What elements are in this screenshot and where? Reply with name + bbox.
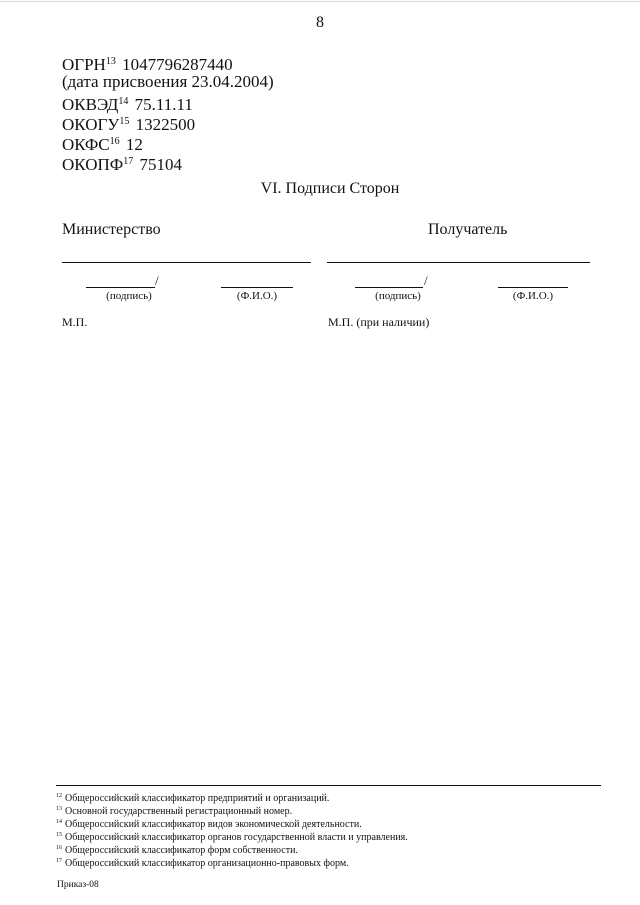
requisite-value: 1047796287440: [122, 55, 233, 74]
section-title: VI. Подписи Сторон: [260, 180, 400, 197]
requisite-label: (дата присвоения 23.04.2004): [62, 72, 274, 91]
left-party-line: [62, 262, 311, 263]
footnote-separator: [56, 785, 601, 786]
requisite-label: ОГРН: [62, 55, 106, 74]
page-top-edge: [0, 1, 640, 2]
footnote-number: 15: [56, 832, 62, 838]
footnote-text: Общероссийский классификатор предприятий и организаций.: [65, 793, 330, 804]
party-left-name: Министерство: [62, 221, 161, 238]
left-stamp-label: М.П.: [62, 315, 88, 329]
requisite-label: ОКОПФ: [62, 155, 124, 174]
footnote-ref: 15: [119, 116, 130, 127]
right-signature-label: (подпись): [375, 290, 421, 302]
footnote-text: Основной государственный регистрационный номер.: [65, 806, 293, 817]
footnote-ref: 14: [118, 96, 129, 107]
footnote-number: 17: [56, 858, 62, 864]
page-number: 8: [316, 14, 324, 31]
footnote-number: 14: [56, 819, 62, 825]
left-fio-line: [221, 287, 293, 288]
footnote-number: 12: [56, 793, 62, 799]
left-fio-label: (Ф.И.О.): [236, 290, 278, 302]
requisite-value: 1322500: [135, 115, 196, 134]
left-signature-slash: /: [155, 273, 159, 288]
right-stamp-label: М.П. (при наличии): [328, 315, 430, 329]
requisite-value: 12: [125, 135, 143, 154]
footnote-text: Общероссийский классификатор форм собственности.: [65, 845, 298, 856]
right-fio-line: [498, 287, 568, 288]
right-signature-line: [355, 287, 423, 288]
footnote-text: Общероссийский классификатор организационно-правовых форм.: [65, 858, 349, 869]
footnote-text: Общероссийский классификатор видов экономической деятельности.: [65, 819, 362, 830]
party-right-name: Получатель: [428, 221, 508, 238]
requisite-okopf: [62, 152, 182, 175]
requisite-date: [62, 72, 274, 92]
footnote-ref: 17: [123, 156, 134, 167]
requisite-label: ОКОГУ: [62, 115, 120, 134]
right-fio-label: (Ф.И.О.): [512, 290, 554, 302]
footnote-number: 13: [56, 806, 62, 812]
footnote-ref: 16: [109, 136, 120, 147]
document-code: Приказ-08: [57, 880, 99, 890]
left-signature-label: (подпись): [106, 290, 152, 302]
right-signature-slash: /: [424, 273, 428, 288]
requisite-value: 75104: [139, 155, 182, 174]
left-signature-line: [86, 287, 155, 288]
footnote-item: [56, 855, 349, 870]
requisite-value: 75.11.11: [134, 95, 193, 114]
requisite-label: ОКФС: [62, 135, 110, 154]
footnote-ref: 13: [105, 56, 116, 67]
requisite-label: ОКВЭД: [62, 95, 119, 114]
right-party-line: [327, 262, 590, 263]
footnote-number: 16: [56, 845, 62, 851]
footnote-text: Общероссийский классификатор органов государственной власти и управления.: [65, 832, 408, 843]
